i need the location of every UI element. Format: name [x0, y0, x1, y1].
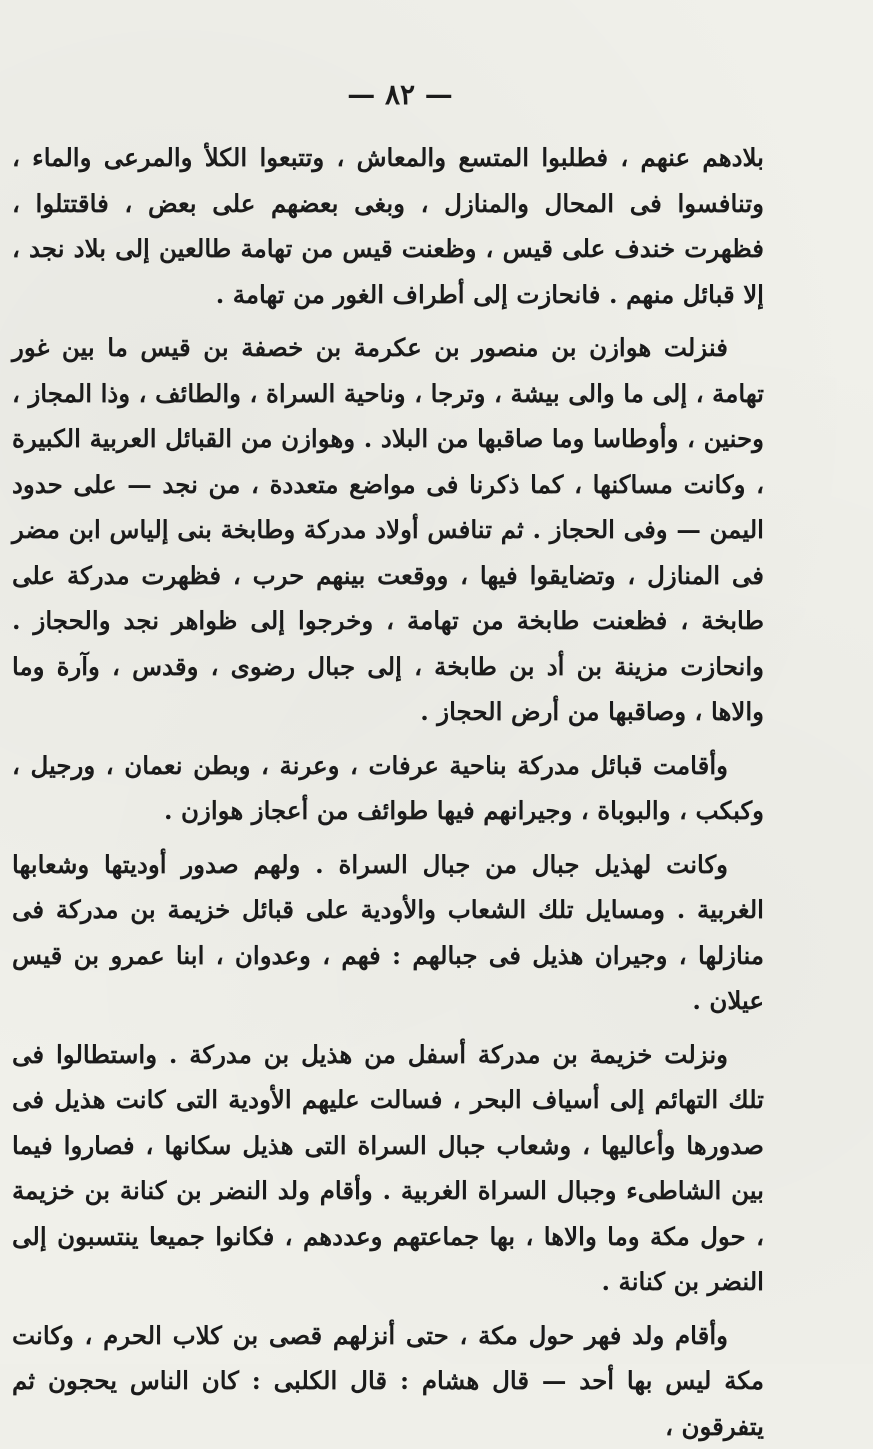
body-text — [12, 135, 764, 1449]
paragraph-1: بلادهم عنهم ، فطلبوا المتسع والمعاش ، وتتبعوا الكلأ والمرعى والماء ، وتنافسوا فى المحال والمنازل ، وبغى بعضهم على بعض ، فاقتتلوا ، فظهرت خندف على قيس ، وظعنت قيس من تهامة طالعين إلى بلاد نجد ، إلا قبائل منهم . فانحازت إلى أطراف الغور من تهامة . — [12, 135, 764, 317]
paragraph-5: ونزلت خزيمة بن مدركة أسفل من هذيل بن مدركة . واستطالوا فى تلك التهائم إلى أسياف البحر ، فسالت عليهم الأودية التى كانت هذيل فى صدورها وأعاليها ، وشعاب جبال السراة التى هذيل سكانها ، فصاروا فيما بين الشاطىء وجبال السراة الغربية . وأقام ولد النضر بن كنانة بن خزيمة ، حول مكة وما والاها ، بها جماعتهم وعددهم ، فكانوا جميعا ينتسبون إلى النضر بن كنانة . — [12, 1032, 764, 1305]
paragraph-6: وأقام ولد فهر حول مكة ، حتى أنزلهم قصى بن كلاب الحرم ، وكانت مكة ليس بها أحد — قال هشام : قال الكلبى : كان الناس يحجون ثم يتفرقون ، — [12, 1313, 764, 1449]
page-number: — ٨٢ — — [0, 78, 800, 111]
paragraph-4: وكانت لهذيل جبال من جبال السراة . ولهم صدور أوديتها وشعابها الغربية . ومسايل تلك الشعاب والأودية على قبائل خزيمة بن مدركة فى منازلها ، وجيران هذيل فى جبالهم : فهم ، وعدوان ، ابنا عمرو بن قيس عيلان . — [12, 842, 764, 1024]
paragraph-2: فنزلت هوازن بن منصور بن عكرمة بن خصفة بن قيس ما بين غور تهامة ، إلى ما والى بيشة ، وترجا ، وناحية السراة ، والطائف ، وذا المجاز ، وحنين ، وأوطاسا وما صاقبها من البلاد . وهوازن من القبائل العربية الكبيرة ، وكانت مساكنها ، كما ذكرنا فى مواضع متعددة ، من نجد — على حدود اليمن — وفى الحجاز . ثم تنافس أولاد مدركة وطابخة بنى إلياس ابن مضر فى المنازل ، وتضايقوا فيها ، ووقعت بينهم حرب ، فظهرت مدركة على طابخة ، فظعنت طابخة من تهامة ، وخرجوا إلى ظواهر نجد والحجاز . وانحازت مزينة بن أد بن طابخة ، إلى جبال رضوى ، وقدس ، وآرة وما والاها ، وصاقبها من أرض الحجاز . — [12, 325, 764, 735]
paragraph-3: وأقامت قبائل مدركة بناحية عرفات ، وعرنة ، وبطن نعمان ، ورجيل ، وكبكب ، والبوباة ، وجيرانهم فيها طوائف من أعجاز هوازن . — [12, 743, 764, 834]
